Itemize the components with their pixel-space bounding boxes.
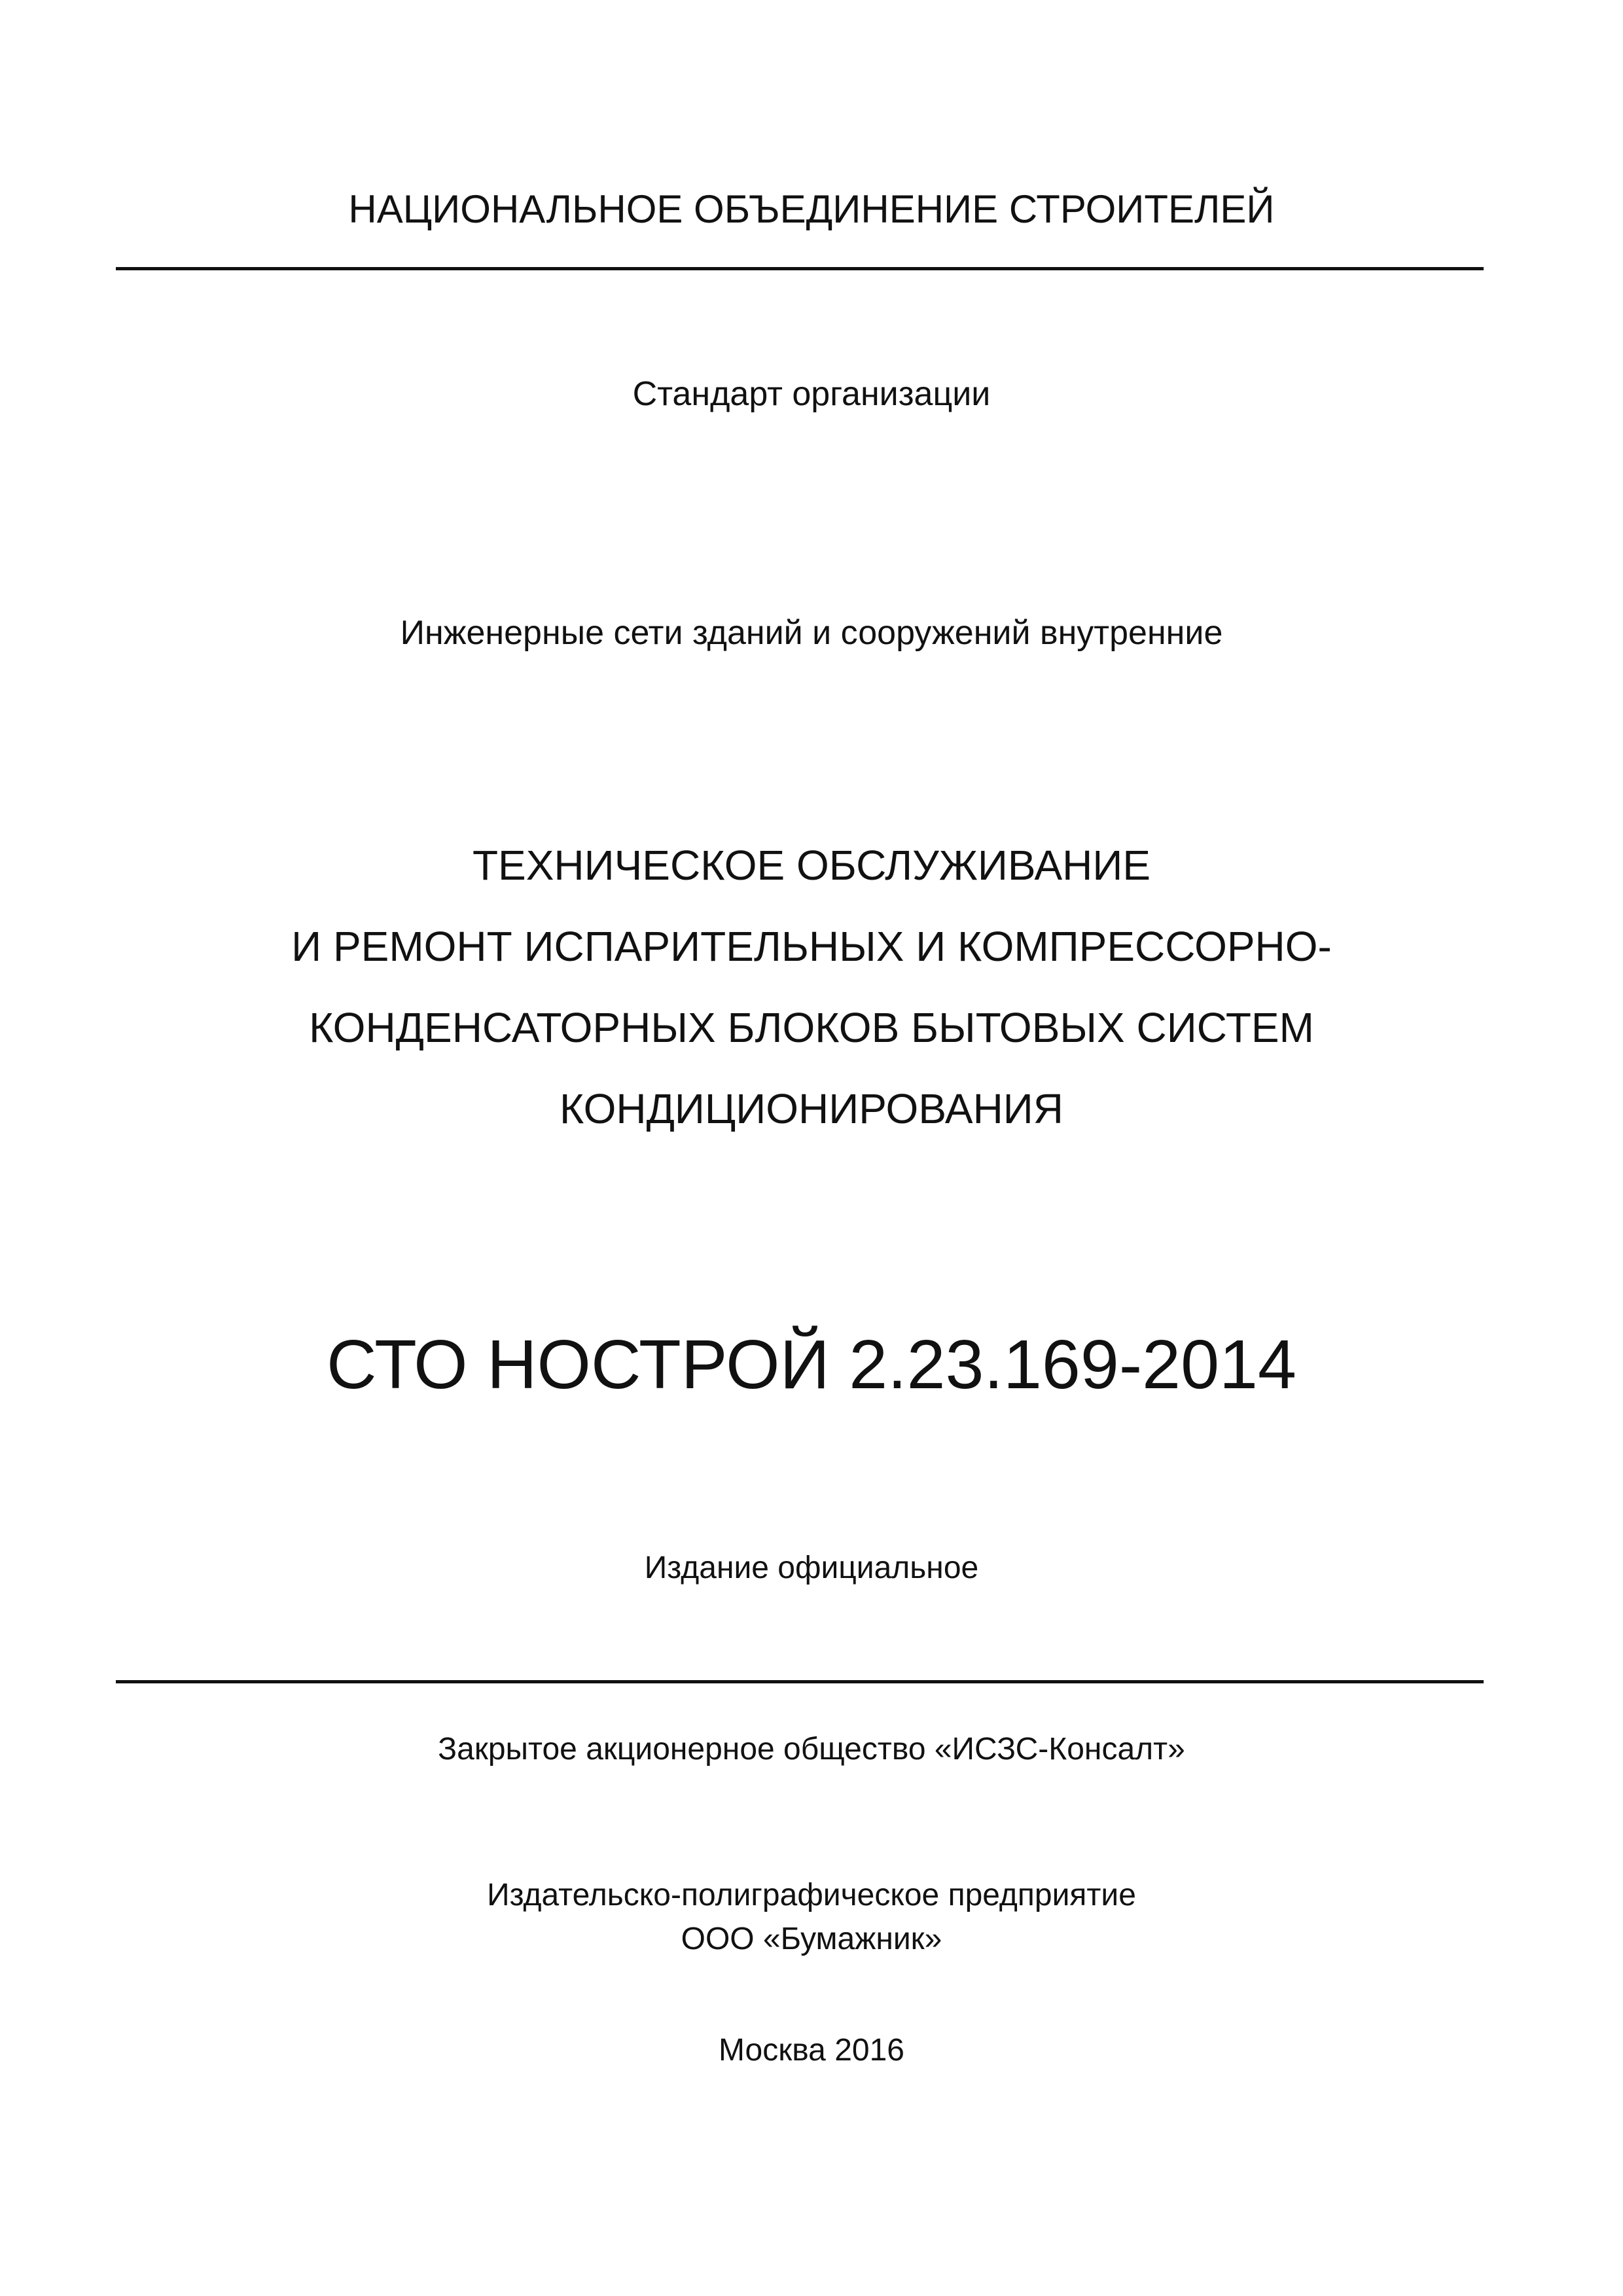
company-name: Закрытое акционерное общество «ИСЗС-Консалт» — [438, 1732, 1185, 1767]
top-divider — [116, 267, 1484, 270]
edition-label: Издание официальное — [644, 1551, 979, 1585]
title-line: И РЕМОНТ ИСПАРИТЕЛЬНЫХ И КОМПРЕССОРНО- — [291, 923, 1332, 970]
subject-area: Инженерные сети зданий и сооружений внутренние — [400, 614, 1223, 652]
title-line: КОНДИЦИОНИРОВАНИЯ — [560, 1085, 1063, 1132]
standard-designation: СТО НОСТРОЙ 2.23.169-2014 — [327, 1326, 1296, 1403]
organization-header: НАЦИОНАЛЬНОЕ ОБЪЕДИНЕНИЕ СТРОИТЕЛЕЙ — [348, 187, 1275, 231]
city-year: Москва 2016 — [719, 2033, 904, 2068]
title-line: ТЕХНИЧЕСКОЕ ОБСЛУЖИВАНИЕ — [472, 842, 1151, 889]
standard-type: Стандарт организации — [632, 375, 991, 413]
title-line: КОНДЕНСАТОРНЫХ БЛОКОВ БЫТОВЫХ СИСТЕМ — [309, 1004, 1314, 1051]
publisher-line-2: ООО «Бумажник» — [681, 1922, 942, 1956]
publisher-line-1: Издательско-полиграфическое предприятие — [487, 1878, 1136, 1912]
bottom-divider — [116, 1680, 1484, 1683]
document-title — [0, 825, 1623, 1149]
